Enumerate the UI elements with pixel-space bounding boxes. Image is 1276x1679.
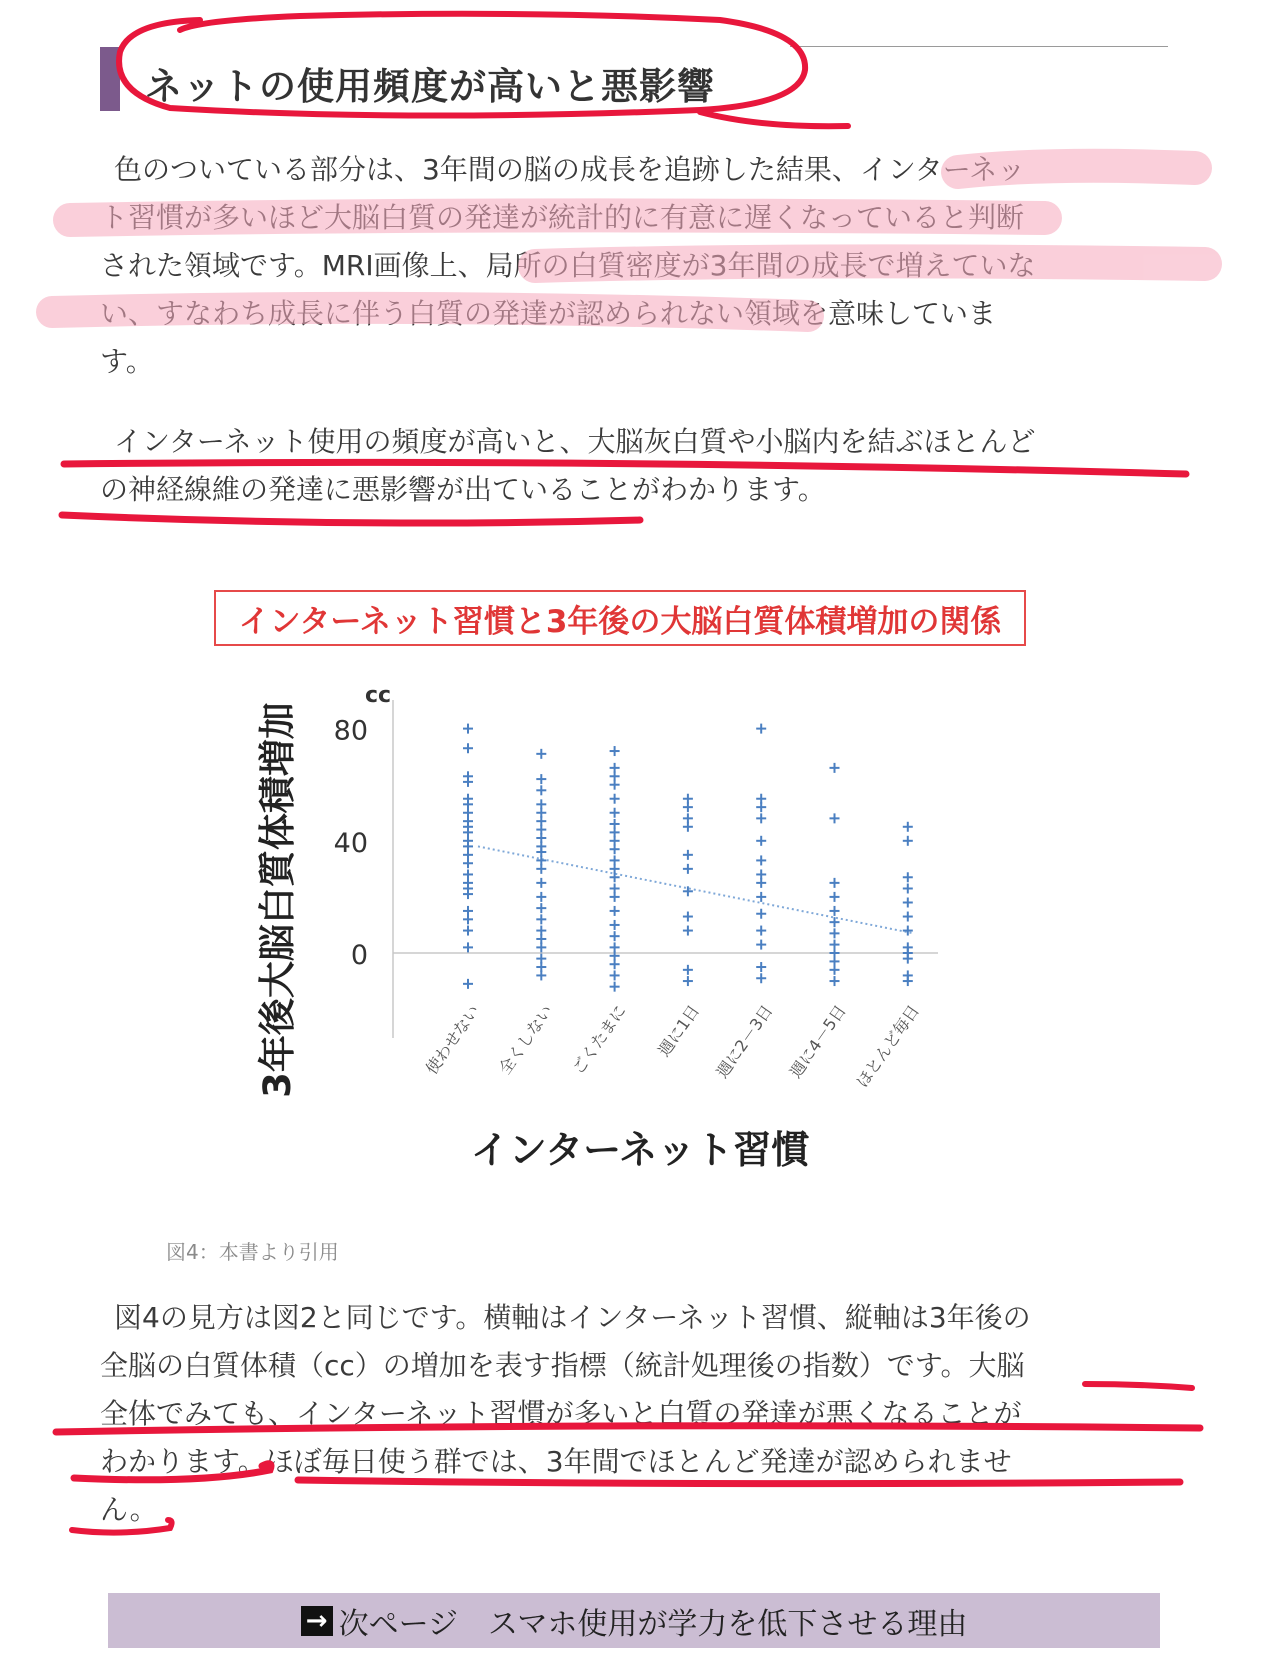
data-point (610, 746, 620, 756)
data-point (903, 912, 913, 922)
paragraph-line: インターネット使用の頻度が高いと、大脳灰白質や小脳内を結ぶほとんど (114, 425, 1036, 458)
x-tick-label: 使わせない (421, 1001, 484, 1078)
data-point (536, 864, 546, 874)
data-point (463, 724, 473, 734)
x-tick-label: 週に4－5日 (785, 1001, 850, 1082)
data-point (830, 917, 840, 927)
paragraph-line: 図4の見方は図2と同じです。横軸はインターネット習慣、縦軸は3年後の (114, 1301, 1031, 1334)
data-point (903, 926, 913, 936)
data-point (683, 965, 693, 975)
data-point (536, 914, 546, 924)
paragraph-line: 全体でみても、インターネット習慣が多いと白質の発達が悪くなることが (100, 1397, 1022, 1430)
paragraph-line: わかります。ほぼ毎日使う群では、3年間でほとんど発達が認められませ (100, 1445, 1012, 1478)
data-point (756, 892, 766, 902)
y-tick-label: 0 (350, 940, 368, 971)
data-point (683, 802, 693, 812)
next-page-label: 次ページ スマホ使用が学力を低下させる理由 (338, 1606, 968, 1642)
data-point (610, 844, 620, 854)
data-point (610, 906, 620, 916)
paragraph-line: された領域です。MRI画像上、局所の白質密度が3年間の成長で増えていな (100, 249, 1036, 282)
arrow-right-icon: → (301, 1606, 333, 1636)
data-point (683, 850, 693, 860)
data-point (463, 743, 473, 753)
data-point (830, 892, 840, 902)
data-point (903, 883, 913, 893)
data-point (536, 774, 546, 784)
data-point (756, 909, 766, 919)
data-point (463, 914, 473, 924)
y-axis-title: 3年後大脳白質体積増加 (256, 702, 299, 1098)
data-point (756, 962, 766, 972)
x-tick-label: 週に2－3日 (712, 1001, 777, 1082)
data-point (610, 808, 620, 818)
data-point (536, 749, 546, 759)
data-point (463, 889, 473, 899)
data-point (536, 785, 546, 795)
data-point (756, 940, 766, 950)
data-point (756, 836, 766, 846)
data-point (903, 898, 913, 908)
x-tick-label: 週に1日 (654, 1001, 704, 1060)
data-point (610, 982, 620, 992)
data-point (756, 802, 766, 812)
data-point (830, 906, 840, 916)
chart-title: インターネット習慣と3年後の大脳白質体積増加の関係 (238, 603, 1002, 640)
paragraph-line: ん。 (100, 1493, 158, 1526)
data-point (536, 878, 546, 888)
data-point (756, 973, 766, 983)
data-point (463, 777, 473, 787)
data-point (610, 920, 620, 930)
figure-caption: 図4：本書より引用 (166, 1240, 339, 1264)
data-point (830, 928, 840, 938)
data-point (903, 954, 913, 964)
data-point (903, 872, 913, 882)
data-point (830, 965, 840, 975)
y-unit-label: cc (365, 683, 392, 708)
data-point (830, 813, 840, 823)
y-tick-label: 40 (333, 827, 368, 859)
data-point (536, 892, 546, 902)
data-point (756, 855, 766, 865)
x-tick-label: 全くしない (495, 1001, 557, 1078)
data-point (463, 926, 473, 936)
data-point (903, 836, 913, 846)
paragraph-line: 色のついている部分は、3年間の脳の成長を追跡した結果、インターネッ (114, 153, 1026, 186)
data-point (830, 976, 840, 986)
data-point (610, 970, 620, 980)
paragraph-3 (100, 1294, 1180, 1534)
paragraph-line: ト習慣が多いほど大脳白質の発達が統計的に有意に遅くなっていると判断 (100, 201, 1025, 234)
data-point (683, 926, 693, 936)
section-heading: ネットの使用頻度が高いと悪影響 (145, 65, 715, 108)
data-point (463, 858, 473, 868)
data-point (683, 822, 693, 832)
data-point (610, 794, 620, 804)
x-tick-label: ごくたまに (568, 1001, 630, 1078)
paragraph-line: 全脳の白質体積（cc）の増加を表す指標（統計処理後の指数）です。大脳 (100, 1349, 1025, 1382)
data-point (610, 959, 620, 969)
data-point (903, 976, 913, 986)
y-tick-label: 80 (333, 715, 368, 747)
data-point (830, 763, 840, 773)
data-point (683, 912, 693, 922)
data-point (463, 942, 473, 952)
paragraph-line: い、すなわち成長に伴う白質の発達が認められない領域を意味していま (100, 297, 997, 330)
x-tick-label: ほとんど毎日 (852, 1001, 924, 1091)
data-point (610, 780, 620, 790)
data-point (536, 970, 546, 980)
next-page-link[interactable] (108, 1593, 1160, 1648)
data-point (683, 976, 693, 986)
x-axis-title: インターネット習慣 (470, 1128, 810, 1172)
data-point (830, 878, 840, 888)
data-point (683, 864, 693, 874)
data-point (610, 892, 620, 902)
data-point (536, 942, 546, 952)
data-point (610, 931, 620, 941)
paragraph-line: す。 (100, 345, 154, 378)
data-point (463, 979, 473, 989)
data-point (756, 926, 766, 936)
data-point (536, 903, 546, 913)
data-point (756, 724, 766, 734)
data-point (903, 822, 913, 832)
data-point (756, 878, 766, 888)
paragraph-line: の神経線維の発達に悪影響が出ていることがわかります。 (100, 473, 826, 506)
data-point (756, 813, 766, 823)
